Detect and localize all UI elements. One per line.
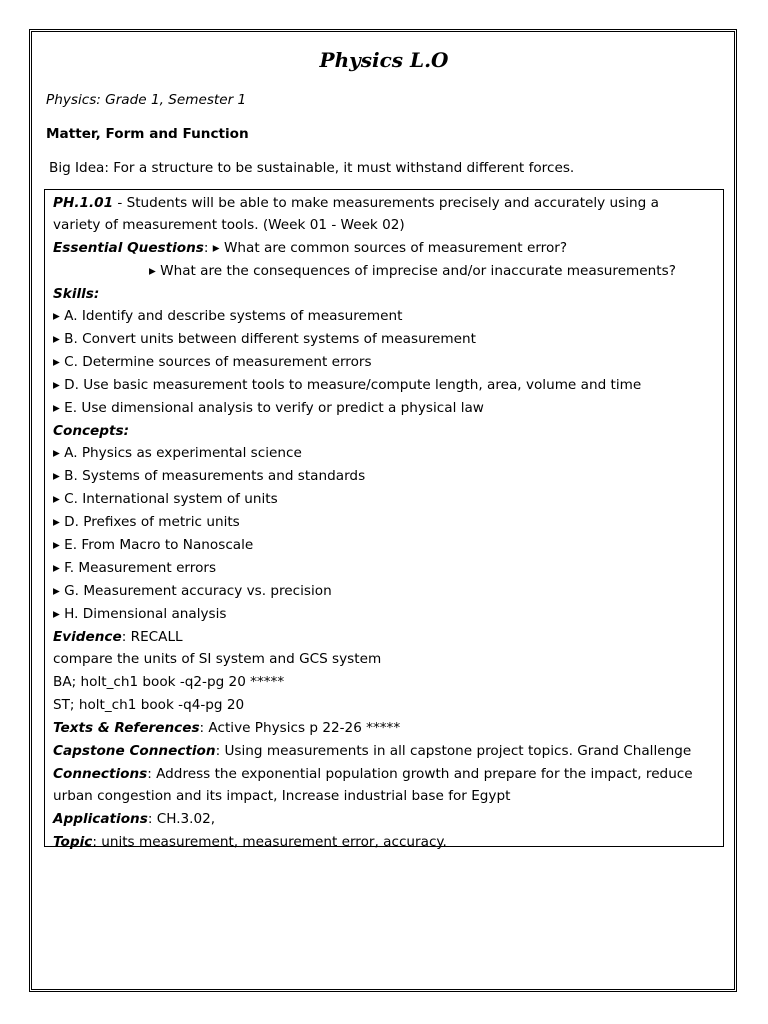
essential-question-1: : ▸ What are common sources of measurement error? [203, 240, 568, 256]
big-idea: Big Idea: For a structure to be sustainable, it must withstand different forces. [49, 160, 575, 176]
connections-value-1: : Address the exponential population growth and prepare for the impact, reduce [147, 766, 693, 782]
lo-text-1: - Students will be able to make measurements precisely and accurately using a [113, 195, 659, 211]
lo-line-1 [53, 195, 659, 211]
lo-line-2: variety of measurement tools. (Week 01 - Week 02) [53, 217, 405, 233]
texts-references-value: : Active Physics p 22-26 ***** [199, 720, 401, 736]
skills-label: Skills: [53, 286, 100, 302]
concept-item: ▸ C. International system of units [53, 491, 278, 507]
evidence-value: : RECALL [121, 629, 183, 645]
essential-questions-label: Essential Questions [53, 240, 204, 256]
concept-item: ▸ A. Physics as experimental science [53, 445, 302, 461]
evidence-line [53, 629, 183, 645]
concept-item: ▸ E. From Macro to Nanoscale [53, 537, 254, 553]
concept-item: ▸ H. Dimensional analysis [53, 606, 227, 622]
topic-value: : units measurement, measurement error, accuracy. [92, 834, 447, 850]
evidence-detail: BA; holt_ch1 book -q2-pg 20 ***** [53, 674, 285, 690]
applications-line [53, 811, 215, 827]
skill-item: ▸ B. Convert units between different systems of measurement [53, 331, 476, 347]
applications-value: : CH.3.02, [147, 811, 216, 827]
lo-code: PH.1.01 [53, 195, 114, 211]
topic-label: Topic [53, 834, 93, 850]
capstone-connection-line [53, 743, 691, 759]
concept-item: ▸ F. Measurement errors [53, 560, 217, 576]
unit-title: Matter, Form and Function [46, 126, 249, 142]
skill-item: ▸ A. Identify and describe systems of measurement [53, 308, 403, 324]
skill-item: ▸ E. Use dimensional analysis to verify or predict a physical law [53, 400, 484, 416]
evidence-detail: ST; holt_ch1 book -q4-pg 20 [53, 697, 245, 713]
topic-line [53, 834, 447, 850]
learning-outcome-box [44, 189, 724, 850]
course-subtitle: Physics: Grade 1, Semester 1 [46, 92, 247, 108]
concept-item: ▸ B. Systems of measurements and standards [53, 468, 366, 484]
essential-questions-line [53, 240, 567, 256]
essential-question-2: ▸ What are the consequences of imprecise and/or inaccurate measurements? [149, 263, 676, 279]
texts-references-line [53, 720, 400, 736]
skill-item: ▸ D. Use basic measurement tools to measure/compute length, area, volume and time [53, 377, 642, 393]
texts-references-label: Texts & References [53, 720, 200, 736]
skill-item: ▸ C. Determine sources of measurement errors [53, 354, 372, 370]
evidence-detail: compare the units of SI system and GCS system [53, 651, 382, 667]
capstone-connection-label: Capstone Connection [53, 743, 216, 759]
concepts-label: Concepts: [53, 423, 130, 439]
connections-label: Connections [53, 766, 148, 782]
capstone-connection-value: : Using measurements in all capstone project topics. Grand Challenge [215, 743, 692, 759]
page-title: Physics L.O [319, 48, 449, 72]
applications-label: Applications [53, 811, 148, 827]
evidence-label: Evidence [53, 629, 122, 645]
concept-item: ▸ G. Measurement accuracy vs. precision [53, 583, 332, 599]
concept-item: ▸ D. Prefixes of metric units [53, 514, 240, 530]
connections-value-2: urban congestion and its impact, Increase industrial base for Egypt [53, 788, 511, 804]
connections-line-1 [53, 766, 693, 782]
